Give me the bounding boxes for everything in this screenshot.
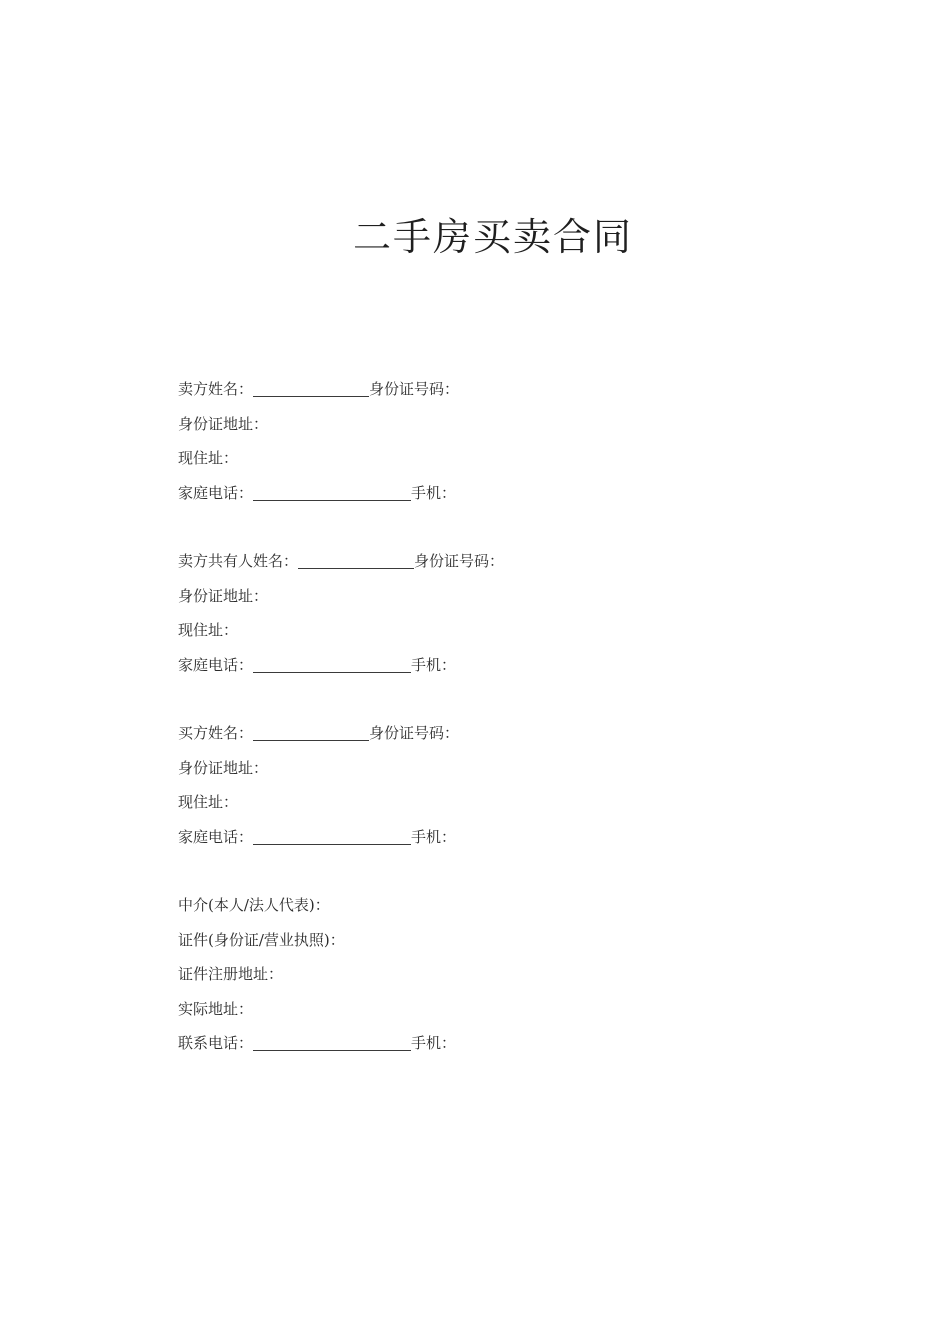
seller-id-address-row xyxy=(178,411,778,446)
seller-name-label: 卖方姓名： xyxy=(178,380,254,398)
co-owner-home-phone-blank xyxy=(253,652,411,673)
co-owner-mobile-label: 手机： xyxy=(411,655,457,674)
buyer-id-address-label: 身份证地址： xyxy=(178,758,269,777)
buyer-phone-row xyxy=(178,824,778,859)
co-owner-name-blank xyxy=(298,548,414,569)
agent-mobile-label: 手机： xyxy=(411,1034,457,1052)
agent-phone-blank xyxy=(253,1030,411,1051)
agent-actual-address-row xyxy=(178,996,778,1031)
agent-rep-row xyxy=(178,892,778,927)
section-spacer xyxy=(178,858,778,892)
seller-home-phone-blank xyxy=(253,480,411,501)
agent-cert-label: 证件(身份证/营业执照)： xyxy=(178,930,345,949)
buyer-current-address-label: 现住址： xyxy=(178,793,239,811)
co-owner-home-phone-label: 家庭电话： xyxy=(178,655,254,674)
buyer-home-phone-blank xyxy=(253,824,411,845)
section-spacer xyxy=(178,514,778,548)
co-owner-name-label: 卖方共有人姓名： xyxy=(178,552,299,570)
seller-current-address-row xyxy=(178,445,778,480)
document-title: 二手房买卖合同 xyxy=(352,215,633,259)
buyer-id-address-row xyxy=(178,755,778,790)
co-owner-current-address-row xyxy=(178,617,778,652)
seller-current-address-label: 现住址： xyxy=(178,449,239,467)
agent-rep-label: 中介(本人/法人代表)： xyxy=(178,896,330,914)
co-owner-phone-row xyxy=(178,652,778,687)
seller-id-label: 身份证号码： xyxy=(369,380,460,398)
co-owner-id-address-label: 身份证地址： xyxy=(178,586,269,605)
agent-phone-row xyxy=(178,1030,778,1065)
co-owner-id-address-row xyxy=(178,583,778,618)
contract-parties-form xyxy=(178,376,778,1065)
seller-phone-row xyxy=(178,480,778,515)
agent-cert-row xyxy=(178,927,778,962)
buyer-current-address-row xyxy=(178,789,778,824)
agent-reg-address-label: 证件注册地址： xyxy=(178,965,284,983)
buyer-name-blank xyxy=(253,720,369,741)
seller-name-blank xyxy=(253,376,369,397)
agent-phone-label: 联系电话： xyxy=(178,1034,254,1052)
seller-mobile-label: 手机： xyxy=(411,483,457,502)
buyer-id-label: 身份证号码： xyxy=(369,724,460,742)
co-owner-name-row xyxy=(178,548,778,583)
seller-home-phone-label: 家庭电话： xyxy=(178,483,254,502)
co-owner-current-address-label: 现住址： xyxy=(178,621,239,639)
agent-reg-address-row xyxy=(178,961,778,996)
seller-name-row xyxy=(178,376,778,411)
buyer-home-phone-label: 家庭电话： xyxy=(178,827,254,846)
buyer-name-label: 买方姓名： xyxy=(178,724,254,742)
buyer-name-row xyxy=(178,720,778,755)
agent-actual-address-label: 实际地址： xyxy=(178,999,254,1018)
co-owner-id-label: 身份证号码： xyxy=(414,552,505,570)
seller-id-address-label: 身份证地址： xyxy=(178,414,269,433)
buyer-mobile-label: 手机： xyxy=(411,827,457,846)
section-spacer xyxy=(178,686,778,720)
